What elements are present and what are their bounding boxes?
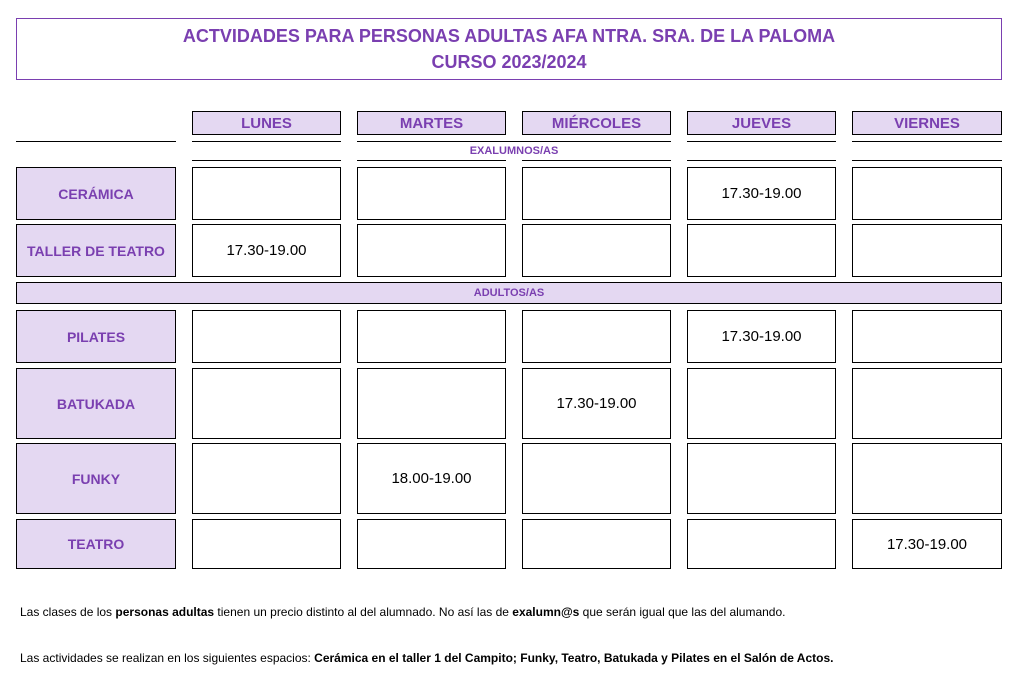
divider-line [687,141,836,142]
schedule-cell [687,443,836,514]
divider-line [192,160,341,161]
day-header-martes: MARTES [357,111,506,135]
schedule-cell [852,310,1002,363]
schedule-cell: 17.30-19.00 [687,310,836,363]
schedule-cell [687,519,836,569]
note-text: que serán igual que las del alumando. [579,605,786,619]
section-band-adultos: ADULTOS/AS [16,282,1002,304]
activity-teatro: TEATRO [16,519,176,569]
page-title: ACTVIDADES PARA PERSONAS ADULTAS AFA NTRA. SRA. DE LA PALOMA [182,26,836,46]
schedule-cell [192,368,341,439]
note-emphasis: exalumn@s [512,605,580,619]
schedule-cell [852,368,1002,439]
section-label-exalumnos: EXALUMNOS/AS [469,145,559,157]
divider-line [687,160,836,161]
note-text: Las clases de los [20,605,116,619]
note-emphasis: personas adultas [115,605,215,619]
schedule-cell [192,443,341,514]
activity-pilates: PILATES [16,310,176,363]
schedule-cell [522,310,671,363]
divider-line [192,141,341,142]
divider-line [522,160,671,161]
schedule-cell [852,443,1002,514]
schedule-cell: 18.00-19.00 [357,443,506,514]
schedule-cell [522,519,671,569]
title-box [16,18,1002,80]
note-text: Las actividades se realizan en los siguientes espacios: [20,651,315,665]
schedule-cell [357,224,506,277]
activity-funky: FUNKY [16,443,176,514]
day-header-jueves: JUEVES [687,111,836,135]
schedule-cell [852,224,1002,277]
note-pricing [20,605,786,619]
day-header-viernes: VIERNES [852,111,1002,135]
activity-taller-de-teatro: TALLER DE TEATRO [16,224,176,277]
schedule-cell [357,368,506,439]
schedule-cell [522,224,671,277]
schedule-cell [687,368,836,439]
day-header-miercoles: MIÉRCOLES [522,111,671,135]
schedule-cell [357,167,506,220]
schedule-cell [192,310,341,363]
schedule-cell [357,519,506,569]
schedule-cell: 17.30-19.00 [192,224,341,277]
page-subtitle: CURSO 2023/2024 [431,52,587,72]
activity-ceramica: CERÁMICA [16,167,176,220]
schedule-cell: 17.30-19.00 [522,368,671,439]
schedule-cell [522,443,671,514]
schedule-cell [357,310,506,363]
divider-line [16,141,176,142]
divider-line [852,141,1002,142]
schedule-cell [192,519,341,569]
note-emphasis: Cerámica en el taller 1 del Campito; Funky, Teatro, Batukada y Pilates en el Salón de Actos. [314,651,834,665]
schedule-cell: 17.30-19.00 [852,519,1002,569]
divider-line [357,160,506,161]
activity-batukada: BATUKADA [16,368,176,439]
schedule-cell: 17.30-19.00 [687,167,836,220]
note-text: tienen un precio distinto al del alumnado. No así las de [214,605,513,619]
schedule-cell [687,224,836,277]
schedule-cell [852,167,1002,220]
note-locations [20,651,833,665]
divider-line [357,141,671,142]
schedule-cell [192,167,341,220]
schedule-cell [522,167,671,220]
divider-line [852,160,1002,161]
day-header-lunes: LUNES [192,111,341,135]
